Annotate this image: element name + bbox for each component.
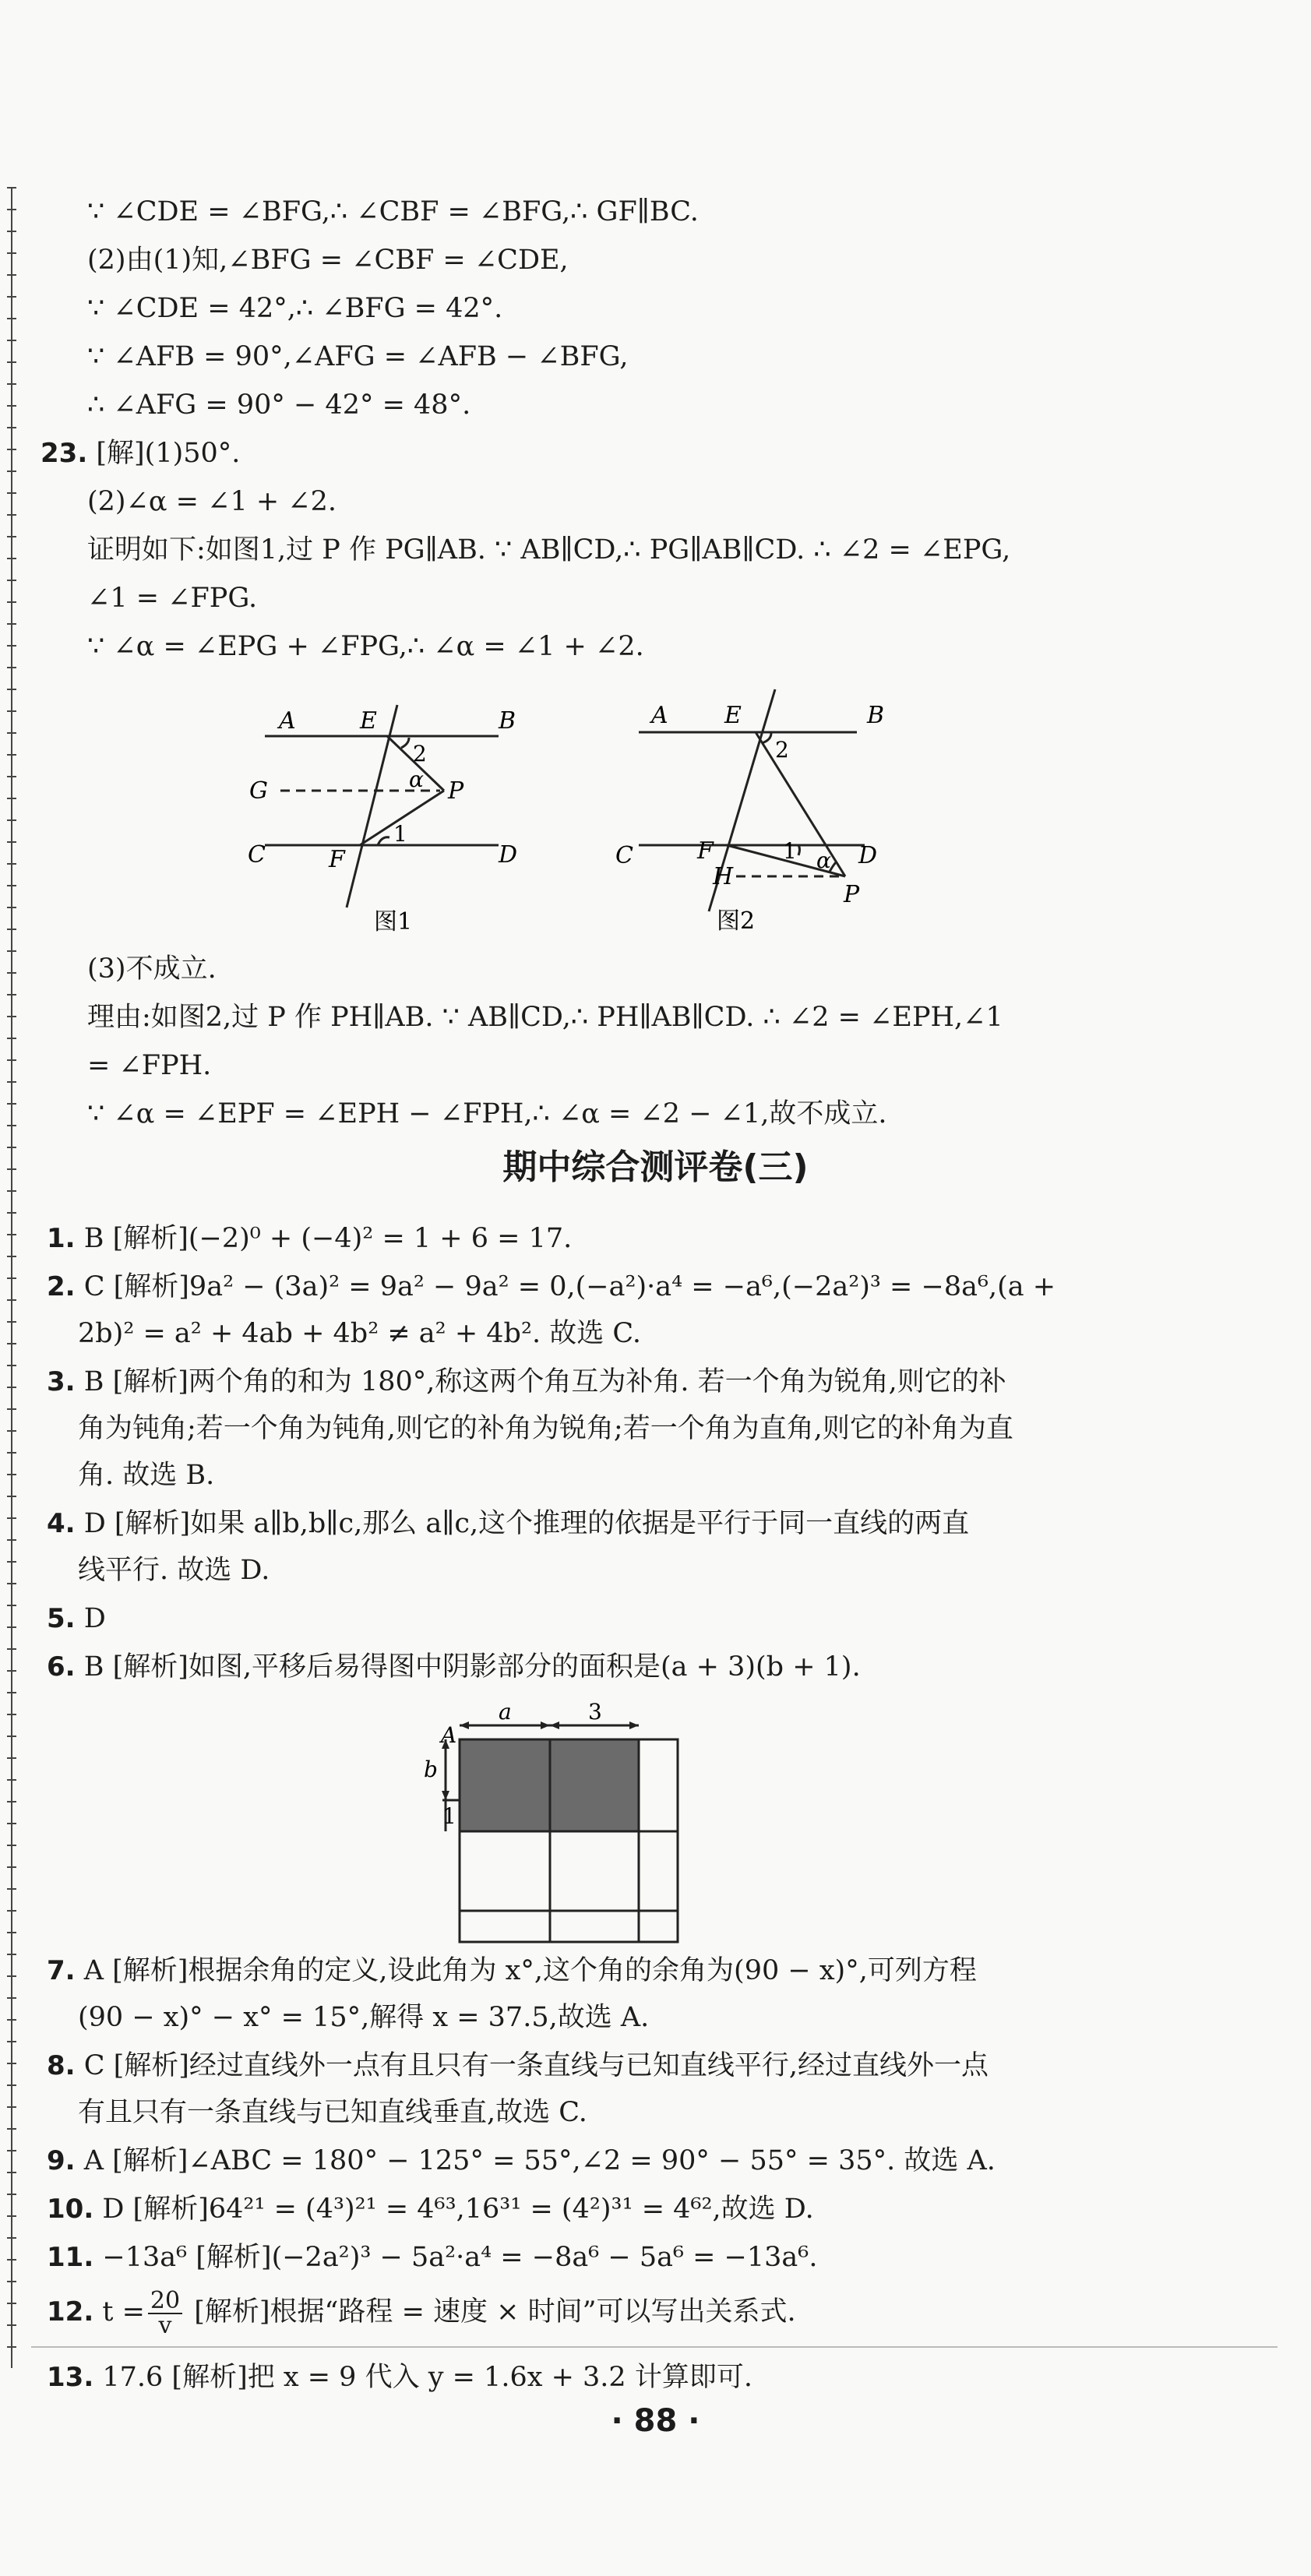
margin-tick bbox=[7, 2346, 16, 2348]
margin-tick bbox=[7, 361, 16, 363]
answer-2-number: 2. bbox=[47, 1271, 76, 1302]
margin-tick bbox=[7, 1888, 16, 1890]
margin-tick bbox=[7, 2259, 16, 2261]
margin-tick bbox=[7, 2106, 16, 2108]
margin-tick bbox=[7, 1779, 16, 1781]
answer-12-numerator: 20 bbox=[148, 2289, 182, 2314]
fig2-label-C: C bbox=[615, 842, 633, 869]
sol22-line-3: ∵ ∠CDE = 42°,∴ ∠BFG = 42°. bbox=[87, 293, 503, 324]
q23-head: [解](1)50°. bbox=[96, 438, 241, 469]
margin-tick bbox=[7, 1997, 16, 1999]
margin-tick bbox=[7, 1474, 16, 1475]
answer-12 bbox=[47, 2286, 796, 2339]
answer-8 bbox=[47, 2049, 989, 2083]
fig2-label-two: 2 bbox=[775, 737, 789, 763]
q23-number: 23. bbox=[41, 438, 88, 469]
answer-10-text: D [解析]64²¹ = (4³)²¹ = 4⁶³,16³¹ = (4²)³¹ = 4⁶²,故选 D. bbox=[102, 2194, 814, 2225]
answer-12-denominator: v bbox=[158, 2311, 172, 2339]
fig2-label-B: B bbox=[867, 702, 885, 729]
fig2-label-one: 1 bbox=[783, 838, 797, 864]
answer-4-cont: 线平行. 故选 D. bbox=[78, 1555, 270, 1586]
margin-tick bbox=[7, 1321, 16, 1323]
margin-tick bbox=[7, 885, 16, 886]
margin-tick bbox=[7, 1823, 16, 1824]
margin-tick bbox=[7, 1256, 16, 1257]
margin-tick bbox=[7, 2150, 16, 2151]
answer-4-text: D [解析]如果 a∥b,b∥c,那么 a∥c,这个推理的依据是平行于同一直线的两直 bbox=[83, 1508, 970, 1539]
margin-tick bbox=[7, 209, 16, 210]
q23-line-1: (2)∠α = ∠1 + ∠2. bbox=[87, 486, 337, 517]
answer-2-cont: 2b)² = a² + 4ab + 4b² ≠ a² + 4b². 故选 C. bbox=[78, 1318, 642, 1349]
margin-tick bbox=[7, 907, 16, 908]
answer-3-cont-2: 角. 故选 B. bbox=[78, 1460, 215, 1491]
margin-tick bbox=[7, 2303, 16, 2304]
answer-8-text: C [解析]经过直线外一点有且只有一条直线与已知直线平行,经过直线外一点 bbox=[83, 2050, 989, 2081]
answer-3-cont-1: 角为钝角;若一个角为钝角,则它的补角为锐角;若一个角为直角,则它的补角为直 bbox=[78, 1413, 1013, 1444]
answer-12-pre: t = bbox=[102, 2296, 145, 2328]
fig1-caption: 图1 bbox=[374, 908, 413, 936]
fig2-label-E: E bbox=[724, 702, 742, 729]
q23-part3-line-1: (3)不成立. bbox=[87, 953, 217, 985]
margin-tick bbox=[7, 863, 16, 865]
fig1-label-P: P bbox=[448, 777, 464, 805]
section-title: 期中综合测评卷(三) bbox=[502, 1147, 809, 1187]
margin-tick bbox=[7, 449, 16, 450]
fig2-label-A: A bbox=[651, 702, 668, 729]
margin-tick bbox=[7, 2324, 16, 2326]
margin-tick bbox=[7, 252, 16, 254]
margin-tick bbox=[7, 1539, 16, 1541]
q6-fig-label-one: 1 bbox=[442, 1803, 456, 1829]
answer-3-text: B [解析]两个角的和为 180°,称这两个角互为补角. 若一个角为锐角,则它的补 bbox=[83, 1366, 1006, 1397]
answer-8-number: 8. bbox=[47, 2050, 76, 2081]
margin-tick bbox=[7, 929, 16, 930]
answer-12-fraction bbox=[148, 2286, 182, 2339]
margin-tick bbox=[7, 492, 16, 494]
margin-tick bbox=[7, 1932, 16, 1933]
margin-tick bbox=[7, 1016, 16, 1017]
margin-tick bbox=[7, 2281, 16, 2282]
answer-6 bbox=[47, 1650, 861, 1684]
margin-tick bbox=[7, 1190, 16, 1192]
margin-tick bbox=[7, 1845, 16, 1846]
margin-tick bbox=[7, 1866, 16, 1868]
answer-13-number: 13. bbox=[47, 2362, 94, 2393]
answer-13-text: 17.6 [解析]把 x = 9 代入 y = 1.6x + 3.2 计算即可. bbox=[102, 2362, 752, 2393]
margin-tick bbox=[7, 1452, 16, 1454]
margin-tick bbox=[7, 274, 16, 276]
margin-tick bbox=[7, 754, 16, 756]
fig1-label-B: B bbox=[499, 707, 516, 735]
margin-tick bbox=[7, 994, 16, 996]
margin-tick bbox=[7, 776, 16, 777]
answer-7-text: A [解析]根据余角的定义,设此角为 x°,这个角的余角为(90 − x)°,可列方程 bbox=[83, 1955, 977, 1986]
sol22-line-2: (2)由(1)知,∠BFG = ∠CBF = ∠CDE, bbox=[87, 245, 569, 276]
margin-tick bbox=[7, 1648, 16, 1650]
answer-6-number: 6. bbox=[47, 1651, 76, 1683]
fig2-label-a: α bbox=[816, 848, 831, 873]
answer-5-text: D bbox=[83, 1603, 106, 1634]
answer-9 bbox=[47, 2144, 996, 2178]
margin-tick bbox=[7, 1496, 16, 1497]
fig1-label-G: G bbox=[249, 777, 268, 805]
answer-5-number: 5. bbox=[47, 1603, 76, 1634]
margin-tick bbox=[7, 2084, 16, 2086]
answer-3-number: 3. bbox=[47, 1366, 76, 1397]
sol22-line-5: ∴ ∠AFG = 90° − 42° = 48°. bbox=[87, 389, 471, 421]
margin-tick bbox=[7, 2172, 16, 2173]
margin-tick bbox=[7, 1757, 16, 1759]
answer-6-text: B [解析]如图,平移后易得图中阴影部分的面积是(a + 3)(b + 1). bbox=[83, 1651, 861, 1683]
margin-tick bbox=[7, 1801, 16, 1802]
margin-tick bbox=[7, 536, 16, 537]
margin-tick bbox=[7, 1103, 16, 1105]
margin-tick bbox=[7, 1910, 16, 1912]
margin-tick bbox=[7, 558, 16, 559]
margin-tick bbox=[7, 1234, 16, 1235]
margin-tick bbox=[7, 1692, 16, 1693]
fig1-label-D: D bbox=[499, 841, 518, 869]
margin-tick bbox=[7, 318, 16, 319]
q23-part3-line-2: 理由:如图2,过 P 作 PH∥AB. ∵ AB∥CD,∴ PH∥AB∥CD. ∴ ∠2 = ∠EPH,∠1 bbox=[87, 1002, 1003, 1033]
margin-tick bbox=[7, 1299, 16, 1301]
margin-tick bbox=[7, 972, 16, 974]
figure-1 bbox=[234, 689, 530, 946]
q23-part3-line-3: = ∠FPH. bbox=[87, 1050, 212, 1081]
margin-tick bbox=[7, 1343, 16, 1344]
answer-12-number: 12. bbox=[47, 2296, 94, 2328]
margin-tick bbox=[7, 1038, 16, 1039]
fig1-label-F: F bbox=[329, 846, 345, 873]
fig2-label-P: P bbox=[844, 881, 860, 908]
answer-7-cont: (90 − x)° − x° = 15°,解得 x = 37.5,故选 A. bbox=[78, 2002, 650, 2033]
answer-1 bbox=[47, 1221, 572, 1256]
margin-tick bbox=[7, 1626, 16, 1628]
margin-tick bbox=[7, 296, 16, 298]
margin-tick bbox=[7, 2194, 16, 2195]
answer-10 bbox=[47, 2192, 814, 2226]
fig1-label-two: 2 bbox=[413, 741, 427, 766]
fig1-label-one: 1 bbox=[393, 821, 407, 847]
margin-tick bbox=[7, 1714, 16, 1715]
margin-tick bbox=[7, 1081, 16, 1083]
answer-9-text: A [解析]∠ABC = 180° − 125° = 55°,∠2 = 90° − 55° = 35°. 故选 A. bbox=[83, 2145, 996, 2176]
answer-9-number: 9. bbox=[47, 2145, 76, 2176]
answer-4-number: 4. bbox=[47, 1508, 76, 1539]
margin-tick bbox=[7, 1517, 16, 1519]
margin-tick bbox=[7, 1365, 16, 1366]
margin-tick bbox=[7, 689, 16, 690]
answer-5 bbox=[47, 1602, 106, 1636]
margin-tick bbox=[7, 514, 16, 516]
margin-tick bbox=[7, 2237, 16, 2239]
answer-7-number: 7. bbox=[47, 1955, 76, 1986]
fig1-label-A: A bbox=[279, 707, 296, 735]
answer-11-number: 11. bbox=[47, 2242, 94, 2273]
sol22-line-4: ∵ ∠AFB = 90°,∠AFG = ∠AFB − ∠BFG, bbox=[87, 341, 629, 372]
page-number: · 88 · bbox=[611, 2403, 700, 2439]
margin-tick bbox=[7, 601, 16, 603]
q23-line-3: ∠1 = ∠FPG. bbox=[87, 583, 258, 614]
margin-tick bbox=[7, 2128, 16, 2130]
fig1-label-a: α bbox=[409, 766, 424, 792]
margin-tick bbox=[7, 2215, 16, 2217]
answer-11-text: −13a⁶ [解析](−2a²)³ − 5a²·a⁴ = −8a⁶ − 5a⁶ = −13a⁶. bbox=[102, 2242, 818, 2273]
margin-tick bbox=[7, 732, 16, 734]
answer-7 bbox=[47, 1954, 977, 1988]
footer-rule bbox=[31, 2346, 1278, 2348]
margin-tick bbox=[7, 1430, 16, 1432]
q6-fig-label-a: a bbox=[499, 1702, 512, 1725]
margin-tick bbox=[7, 710, 16, 712]
margin-tick bbox=[7, 2041, 16, 2042]
margin-tick bbox=[7, 580, 16, 581]
figure-2 bbox=[608, 678, 919, 946]
margin-tick bbox=[7, 231, 16, 232]
margin-tick bbox=[7, 798, 16, 799]
answer-8-cont: 有且只有一条直线与已知直线垂直,故选 C. bbox=[78, 2097, 587, 2128]
margin-tick bbox=[7, 1212, 16, 1214]
q6-figure bbox=[413, 1702, 693, 1951]
binding-margin-rail bbox=[11, 187, 23, 2368]
sol22-line-1: ∵ ∠CDE = ∠BFG,∴ ∠CBF = ∠BFG,∴ GF∥BC. bbox=[87, 196, 699, 227]
margin-tick bbox=[7, 1583, 16, 1584]
margin-tick bbox=[7, 645, 16, 647]
fig2-label-D: D bbox=[858, 842, 878, 869]
margin-tick bbox=[7, 950, 16, 952]
answer-2 bbox=[47, 1270, 1055, 1304]
margin-tick bbox=[7, 1975, 16, 1977]
margin-tick bbox=[7, 1387, 16, 1388]
answer-3 bbox=[47, 1365, 1006, 1399]
margin-tick bbox=[7, 1605, 16, 1606]
answer-12-text: [解析]根据“路程 = 速度 × 时间”可以写出关系式. bbox=[194, 2296, 796, 2328]
margin-tick bbox=[7, 187, 16, 189]
margin-tick bbox=[7, 1954, 16, 1955]
margin-tick bbox=[7, 405, 16, 407]
answer-2-text: C [解析]9a² − (3a)² = 9a² − 9a² = 0,(−a²)·a⁴ = −a⁶,(−2a²)³ = −8a⁶,(a + bbox=[83, 1271, 1056, 1302]
margin-tick bbox=[7, 667, 16, 668]
q23-heading bbox=[41, 436, 240, 470]
margin-tick bbox=[7, 1125, 16, 1126]
answer-13 bbox=[47, 2360, 752, 2395]
margin-tick bbox=[7, 841, 16, 843]
margin-tick bbox=[7, 2063, 16, 2064]
q23-part3-line-4: ∵ ∠α = ∠EPF = ∠EPH − ∠FPH,∴ ∠α = ∠2 − ∠1,故不成立. bbox=[87, 1098, 887, 1129]
fig2-caption: 图2 bbox=[717, 907, 756, 935]
margin-tick bbox=[7, 340, 16, 341]
answer-10-number: 10. bbox=[47, 2194, 94, 2225]
margin-tick bbox=[7, 1561, 16, 1563]
margin-tick bbox=[7, 1670, 16, 1672]
fig2-label-F: F bbox=[697, 837, 714, 865]
margin-tick bbox=[7, 1277, 16, 1279]
fig1-label-C: C bbox=[248, 841, 266, 869]
margin-tick bbox=[7, 383, 16, 385]
fig2-label-H: H bbox=[713, 863, 734, 890]
margin-tick bbox=[7, 623, 16, 625]
answer-11 bbox=[47, 2240, 817, 2275]
margin-tick bbox=[7, 1059, 16, 1061]
fig1-label-E: E bbox=[360, 707, 377, 735]
answer-1-number: 1. bbox=[47, 1223, 76, 1254]
q6-fig-label-b: b bbox=[424, 1757, 438, 1782]
q23-line-4: ∵ ∠α = ∠EPG + ∠FPG,∴ ∠α = ∠1 + ∠2. bbox=[87, 631, 644, 662]
answer-1-text: B [解析](−2)⁰ + (−4)² = 1 + 6 = 17. bbox=[83, 1223, 573, 1254]
q6-fig-label-three: 3 bbox=[588, 1702, 602, 1725]
q23-line-2: 证明如下:如图1,过 P 作 PG∥AB. ∵ AB∥CD,∴ PG∥AB∥CD. ∴ ∠2 = ∠EPG, bbox=[87, 534, 1011, 566]
margin-tick bbox=[7, 819, 16, 821]
margin-tick bbox=[7, 2019, 16, 2021]
margin-tick bbox=[7, 427, 16, 428]
margin-tick bbox=[7, 470, 16, 472]
margin-tick bbox=[7, 1736, 16, 1737]
answer-4 bbox=[47, 1506, 969, 1541]
margin-tick bbox=[7, 1408, 16, 1410]
q6-fig-label-A: A bbox=[441, 1722, 457, 1748]
